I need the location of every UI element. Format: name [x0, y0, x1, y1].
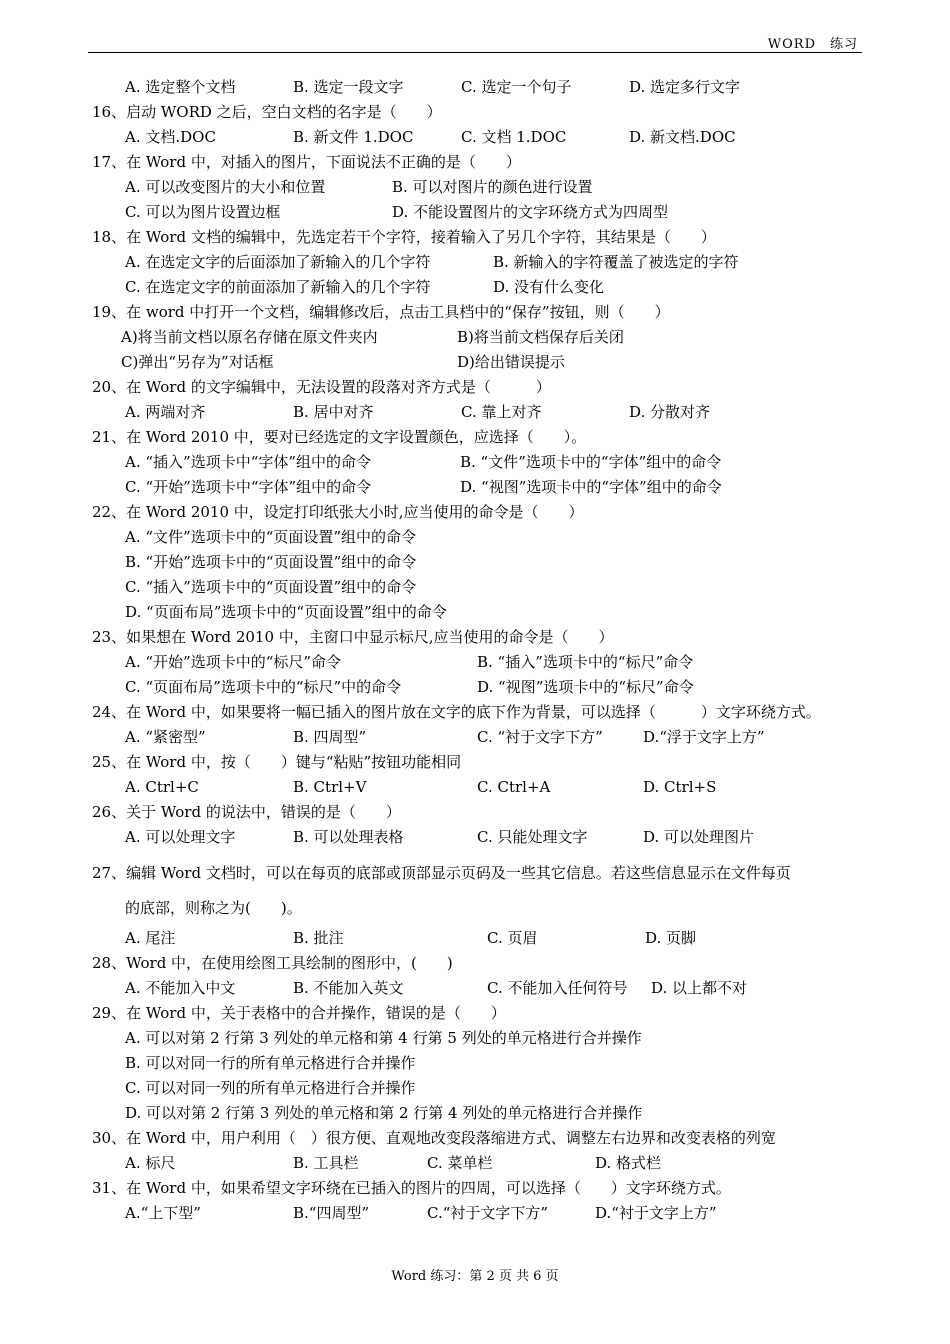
q28-option-d: D. 以上都不对	[651, 979, 748, 997]
q26-options	[92, 825, 872, 850]
q27-option-b: B. 批注	[293, 929, 344, 947]
q31-options	[92, 1201, 872, 1226]
q16-stem: 16、启动 WORD 之后，空白文档的名字是（ ）	[92, 103, 442, 121]
q25-option-a: A. Ctrl+C	[125, 778, 199, 796]
q19-option-c: C)弹出“另存为”对话框	[121, 353, 274, 371]
q28-options	[92, 976, 872, 1001]
q31-option-b: B.“四周型”	[293, 1204, 370, 1222]
q25-stem: 25、在 Word 中，按（ ）键与“粘贴”按钮功能相同	[92, 753, 462, 771]
q18-option-c: C. 在选定文字的前面添加了新输入的几个字符	[125, 278, 431, 296]
q24-option-b: B. 四周型”	[293, 728, 367, 746]
q21-options-row1	[92, 450, 872, 475]
q23-option-b: B. “插入”选项卡中的“标尺”命令	[477, 653, 694, 671]
q29-stem: 29、在 Word 中，关于表格中的合并操作，错误的是（ ）	[92, 1004, 506, 1022]
q31-option-d: D.“衬于文字上方”	[595, 1204, 717, 1222]
q20-option-c: C. 靠上对齐	[461, 403, 542, 421]
q21-option-b: B. “文件”选项卡中的“字体”组中的命令	[460, 453, 722, 471]
q17-options-row2	[92, 200, 872, 225]
q17-option-b: B. 可以对图片的颜色进行设置	[392, 178, 593, 196]
q18-options-row1	[92, 250, 872, 275]
q23-stem: 23、如果想在 Word 2010 中，主窗口中显示标尺,应当使用的命令是（ ）	[92, 628, 614, 646]
q30-option-d: D. 格式栏	[595, 1154, 662, 1172]
q22-option-b: B. “开始”选项卡中的“页面设置”组中的命令	[125, 553, 417, 571]
q19-option-d: D)给出错误提示	[457, 353, 565, 371]
q19-option-a: A)将当前文档以原名存储在原文件夹内	[121, 328, 378, 346]
q27-option-a: A. 尾注	[125, 929, 176, 947]
q19-stem: 19、在 word 中打开一个文档，编辑修改后，点击工具档中的“保存”按钮，则（ ）	[92, 303, 670, 321]
q23-option-d: D. “视图”选项卡中的“标尺”命令	[477, 678, 694, 696]
q27-options	[92, 926, 872, 951]
q17-stem: 17、在 Word 中，对插入的图片，下面说法不正确的是（ ）	[92, 153, 521, 171]
question-list	[92, 75, 872, 1226]
q21-option-a: A. “插入”选项卡中“字体”组中的命令	[125, 453, 372, 471]
q24-option-d: D.“浮于文字上方”	[643, 728, 765, 746]
q17-options-row1	[92, 175, 872, 200]
q27-option-d: D. 页脚	[645, 929, 697, 947]
q16-options	[92, 125, 872, 150]
q26-stem: 26、关于 Word 的说法中，错误的是（ ）	[92, 803, 401, 821]
q30-option-a: A. 标尺	[125, 1154, 176, 1172]
q22-option-d: D. “页面布局”选项卡中的“页面设置”组中的命令	[125, 603, 447, 621]
q29-option-a: A. 可以对第 2 行第 3 列处的单元格和第 4 行第 5 列处的单元格进行合并操作	[125, 1029, 642, 1047]
q31-stem: 31、在 Word 中，如果希望文字环绕在已插入的图片的四周，可以选择（ ）文字环绕方式。	[92, 1179, 731, 1197]
q15-options	[92, 75, 872, 100]
q25-option-b: B. Ctrl+V	[293, 778, 367, 796]
q22-stem: 22、在 Word 2010 中，设定打印纸张大小时,应当使用的命令是（ ）	[92, 503, 584, 521]
q15-option-b: B. 选定一段文字	[293, 78, 404, 96]
q26-option-d: D. 可以处理图片	[643, 828, 755, 846]
q18-options-row2	[92, 275, 872, 300]
q27-option-c: C. 页眉	[487, 929, 538, 947]
q28-stem: 28、Word 中，在使用绘图工具绘制的图形中，( )	[92, 954, 453, 972]
q30-stem: 30、在 Word 中，用户利用（ ）很方便、直观地改变段落缩进方式、调整左右边界和改变表格的列宽	[92, 1129, 776, 1147]
q23-option-c: C. “页面布局”选项卡中的“标尺”中的命令	[125, 678, 402, 696]
q22-option-a: A. “文件”选项卡中的“页面设置”组中的命令	[125, 528, 417, 546]
q15-option-d: D. 选定多行文字	[629, 78, 741, 96]
q30-option-c: C. 菜单栏	[427, 1154, 493, 1172]
q18-option-b: B. 新输入的字符覆盖了被选定的字符	[493, 253, 739, 271]
q17-option-d: D. 不能设置图片的文字环绕方式为四周型	[392, 203, 669, 221]
q31-option-a: A.“上下型”	[125, 1204, 201, 1222]
q29-option-b: B. 可以对同一行的所有单元格进行合并操作	[125, 1054, 416, 1072]
q19-options-row1	[92, 325, 872, 350]
q18-option-a: A. 在选定文字的后面添加了新输入的几个字符	[125, 253, 431, 271]
q21-option-d: D. “视图”选项卡中的“字体”组中的命令	[460, 478, 722, 496]
q31-option-c: C.“衬于文字下方”	[427, 1204, 549, 1222]
q19-option-b: B)将当前文档保存后关闭	[457, 328, 624, 346]
q15-option-a: A. 选定整个文档	[125, 78, 236, 96]
q16-option-b: B. 新文件 1.DOC	[293, 128, 414, 146]
q26-option-a: A. 可以处理文字	[125, 828, 236, 846]
q25-option-c: C. Ctrl+A	[477, 778, 551, 796]
q16-option-d: D. 新文档.DOC	[629, 128, 736, 146]
q30-option-b: B. 工具栏	[293, 1154, 359, 1172]
q15-option-c: C. 选定一个句子	[461, 78, 572, 96]
q21-option-c: C. “开始”选项卡中“字体”组中的命令	[125, 478, 372, 496]
q24-options	[92, 725, 872, 750]
q23-options-row1	[92, 650, 872, 675]
q27-stem-line2: 的底部，则称之为( )。	[125, 899, 302, 917]
page-header-title: WORD 练习	[767, 37, 858, 52]
q28-option-a: A. 不能加入中文	[125, 979, 236, 997]
q17-option-a: A. 可以改变图片的大小和位置	[125, 178, 326, 196]
q26-option-b: B. 可以处理表格	[293, 828, 404, 846]
q21-options-row2	[92, 475, 872, 500]
q16-option-a: A. 文档.DOC	[125, 128, 216, 146]
q20-option-d: D. 分散对齐	[629, 403, 711, 421]
q17-option-c: C. 可以为图片设置边框	[125, 203, 281, 221]
q27-stem-line1: 27、编辑 Word 文档时，可以在每页的底部或顶部显示页码及一些其它信息。若这些信息显示在文件每页	[92, 864, 791, 882]
q22-option-c: C. “插入”选项卡中的“页面设置”组中的命令	[125, 578, 417, 596]
q24-option-a: A. “紧密型”	[125, 728, 206, 746]
q20-option-a: A. 两端对齐	[125, 403, 206, 421]
q23-option-a: A. “开始”选项卡中的“标尺”命令	[125, 653, 342, 671]
q29-option-d: D. 可以对第 2 行第 3 列处的单元格和第 2 行第 4 列处的单元格进行合并操作	[125, 1104, 643, 1122]
q20-options	[92, 400, 872, 425]
q19-options-row2	[92, 350, 872, 375]
q16-option-c: C. 文档 1.DOC	[461, 128, 567, 146]
q20-option-b: B. 居中对齐	[293, 403, 374, 421]
header-rule	[88, 52, 862, 53]
q20-stem: 20、在 Word 的文字编辑中，无法设置的段落对齐方式是（ ）	[92, 378, 551, 396]
q24-option-c: C. “衬于文字下方”	[477, 728, 603, 746]
q23-options-row2	[92, 675, 872, 700]
q21-stem: 21、在 Word 2010 中，要对已经选定的文字设置颜色，应选择（ ）。	[92, 428, 587, 446]
q26-option-c: C. 只能处理文字	[477, 828, 588, 846]
q24-stem: 24、在 Word 中，如果要将一幅已插入的图片放在文字的底下作为背景，可以选择（ ）文字环绕方式。	[92, 703, 821, 721]
q18-option-d: D. 没有什么变化	[493, 278, 605, 296]
q28-option-b: B. 不能加入英文	[293, 979, 404, 997]
q25-option-d: D. Ctrl+S	[643, 778, 717, 796]
page-footer: Word 练习：第 2 页 共 6 页	[391, 1269, 559, 1284]
q29-option-c: C. 可以对同一列的所有单元格进行合并操作	[125, 1079, 416, 1097]
q30-options	[92, 1151, 872, 1176]
q18-stem: 18、在 Word 文档的编辑中，先选定若干个字符，接着输入了另几个字符，其结果是（ ）	[92, 228, 716, 246]
q25-options	[92, 775, 872, 800]
q28-option-c: C. 不能加入任何符号	[487, 979, 628, 997]
